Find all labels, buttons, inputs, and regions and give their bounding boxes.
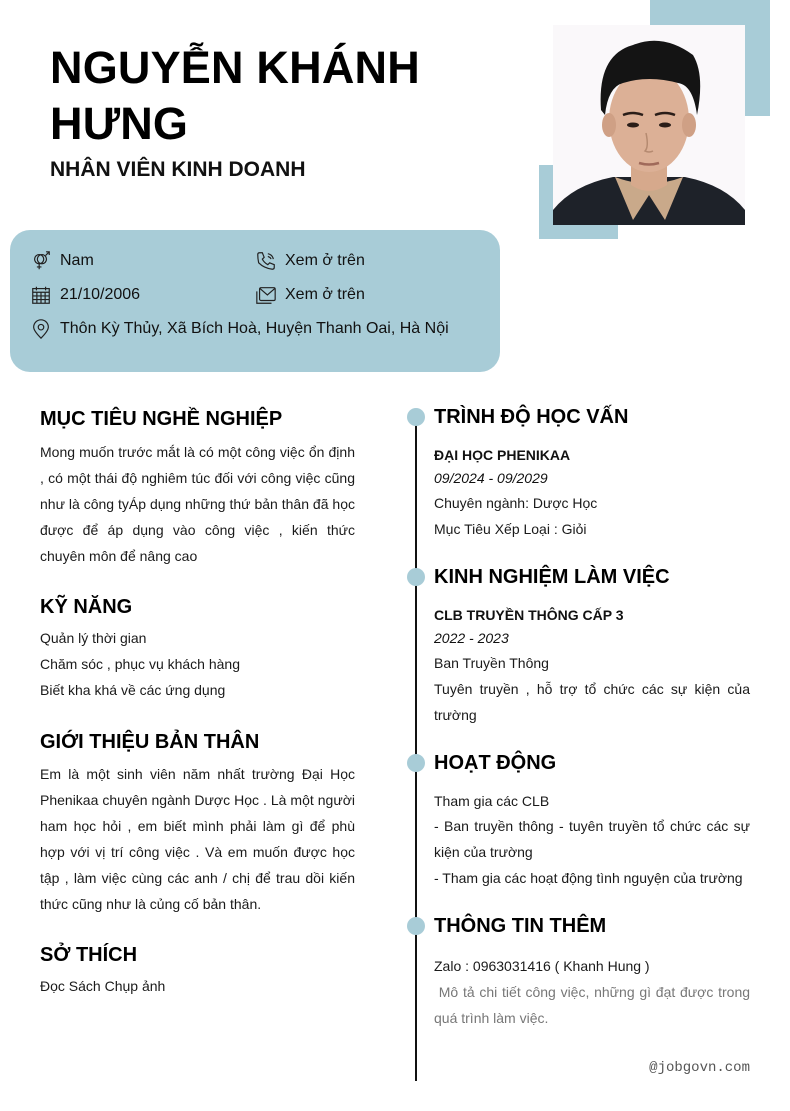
timeline-dot-icon [407,754,425,772]
watermark: @jobgovn.com [649,1060,750,1076]
gender-icon [30,250,52,272]
section-skills-title: KỸ NĂNG [40,596,133,618]
experience-period: 2022 - 2023 [434,630,509,646]
activity-line: - Ban truyền thông - tuyên truyền tổ chức các sự kiện của trường [434,818,750,860]
section-about-title: GIỚI THIỆU BẢN THÂN [40,731,260,753]
candidate-name: NGUYỄN KHÁNH HƯNG [50,42,420,149]
skill-item: Chăm sóc , phục vụ khách hàng [40,656,241,672]
timeline-line [415,424,417,1081]
about-text: Em là một sinh viên năm nhất trường Đại Học Phenikaa chuyên ngành Dược Học . Là một người ham học hỏi , em biết mình phải làm gì để phù hợp với vị trí công việc . Và em muốn được học tập , làm việc cùng các anh / chị để trau dồi kiến thức cũng như là củng cố bản thân. [40,766,355,912]
skill-item: Quản lý thời gian [40,630,147,646]
experience-role: Ban Truyền Thông [434,655,549,671]
education-goal: Mục Tiêu Xếp Loại : Giỏi [434,521,587,537]
job-title: NHÂN VIÊN KINH DOANH [50,158,306,181]
experience-org: CLB TRUYỀN THÔNG CẤP 3 [434,607,624,623]
phone-icon [255,250,277,272]
school-name: ĐẠI HỌC PHENIKAA [434,447,571,463]
info-address [30,318,449,340]
skill-item: Biết kha khá về các ứng dụng [40,682,226,698]
info-phone [255,250,365,272]
location-pin-icon [30,318,52,340]
calendar-icon [30,284,52,306]
activity-line: - Tham gia các hoạt động tình nguyện của trường [434,870,743,886]
section-experience-title: KINH NGHIỆM LÀM VIỆC [434,566,670,588]
zalo-contact: Zalo : 0963031416 ( Khanh Hung ) [434,958,650,974]
info-email [255,284,365,306]
gender-value: Nam [60,252,94,269]
section-activities-title: HOẠT ĐỘNG [434,752,557,774]
section-education-title: TRÌNH ĐỘ HỌC VẤN [434,406,629,428]
section-extra-title: THÔNG TIN THÊM [434,915,607,937]
activity-line: Tham gia các CLB [434,793,550,809]
birthday-value: 21/10/2006 [60,286,141,303]
timeline-dot-icon [407,408,425,426]
education-major: Chuyên ngành: Dược Học [434,495,598,511]
hobbies-text: Đọc Sách Chụp ảnh [40,978,166,994]
info-birthday [30,284,140,306]
objective-text: Mong muốn trước mắt là có một công việc ổn định , có một thái độ nghiêm túc đối với công việc cũng như là công tyÁp dụng những thứ bản thân đã học được để áp dụng vào công việc , kiến thức chuyên môn để nâng cao [40,444,355,564]
personal-info-panel [10,230,500,372]
experience-desc: Tuyên truyền , hỗ trợ tổ chức các sự kiện của trường [434,681,750,723]
info-gender [30,250,94,272]
email-value: Xem ở trên [285,286,365,303]
timeline-dot-icon [407,568,425,586]
phone-value: Xem ở trên [285,252,365,269]
profile-photo [553,25,745,225]
education-period: 09/2024 - 09/2029 [434,470,548,486]
section-hobbies-title: SỞ THÍCH [40,944,138,966]
extra-description: Mô tả chi tiết công việc, những gì đạt được trong quá trình làm việc. [434,984,754,1026]
address-value: Thôn Kỳ Thủy, Xã Bích Hoà, Huyện Thanh Oai, Hà Nội [60,320,449,337]
mail-icon [255,284,277,306]
section-objective-title: MỤC TIÊU NGHỀ NGHIỆP [40,408,283,430]
avatar [553,25,745,225]
timeline-dot-icon [407,917,425,935]
